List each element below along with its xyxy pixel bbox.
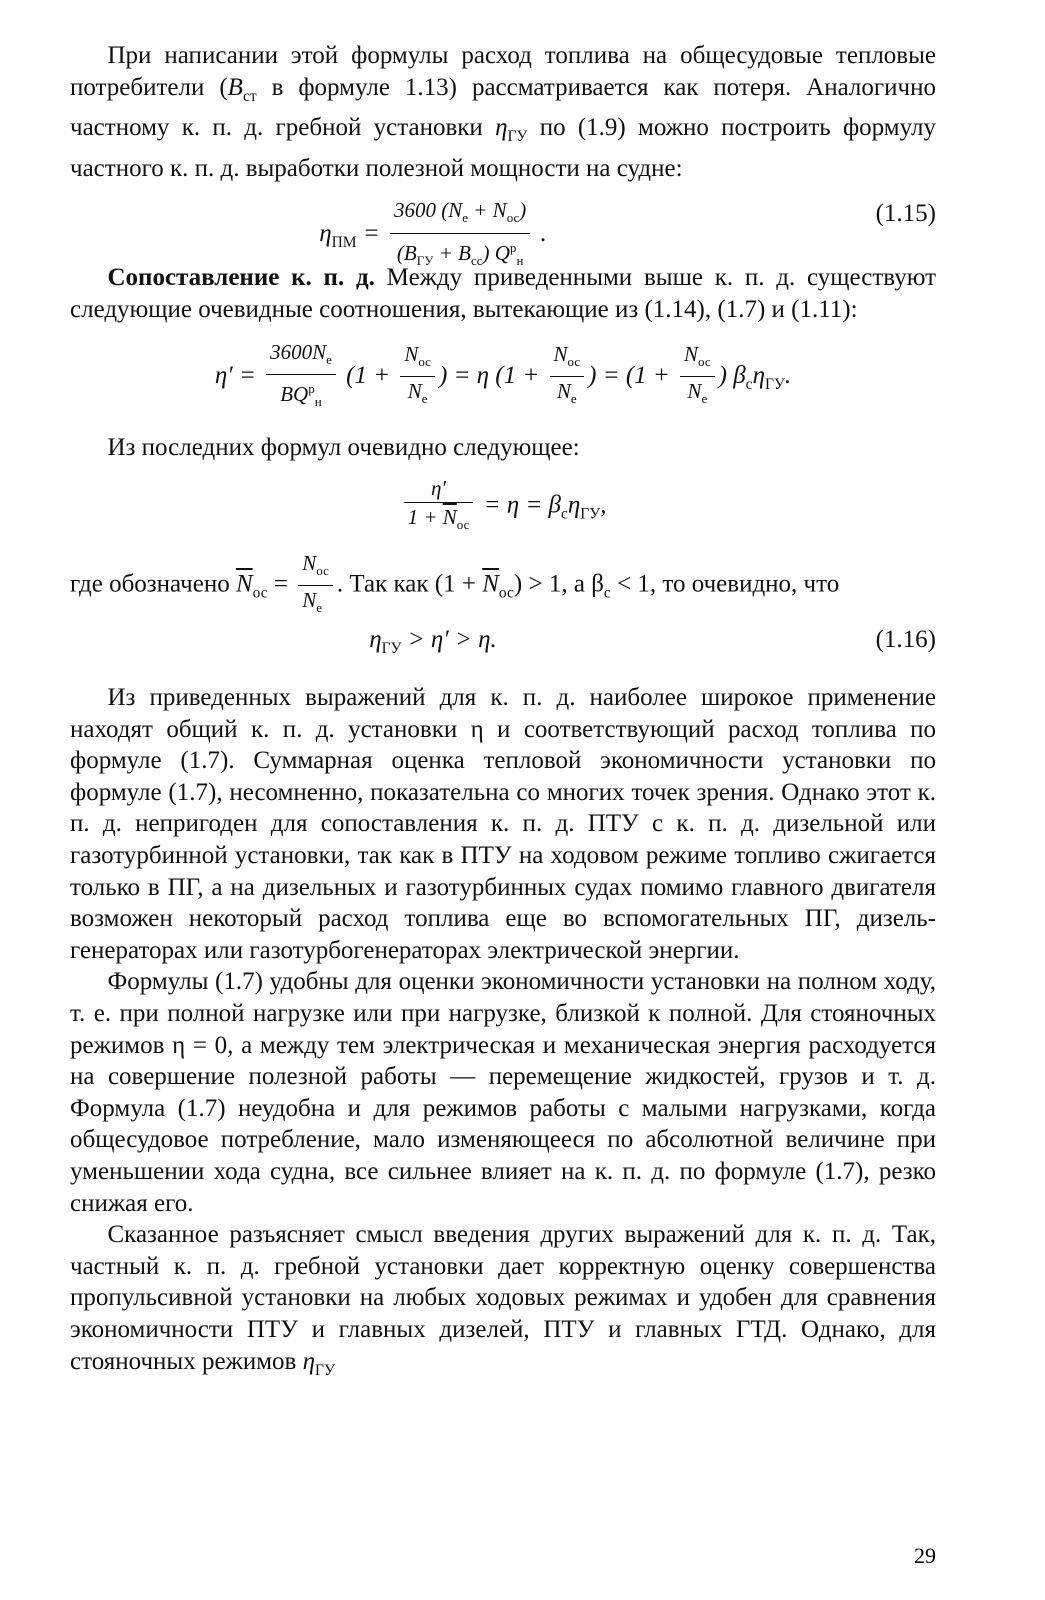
formula-1-16: $\eta_{ГУ} > \eta' > \eta$. (1.16) bbox=[369, 626, 936, 658]
paragraph-1 bbox=[70, 40, 936, 184]
subscript: ПМ bbox=[331, 234, 357, 252]
text-run: в формуле 1.13) рассматривается как потеря. Аналогично частному к. п. д. гребной установки bbox=[70, 73, 936, 142]
fraction: $\frac{3600N_e}{BQ^р_н}$ bbox=[266, 340, 336, 414]
equation-number: (1.16) bbox=[875, 626, 936, 654]
text-run: Между приведенными выше к. п. д. существуют следующие очевидные соотношения, вытекающие из (1.14), (1.7) и (1.11): bbox=[70, 264, 936, 323]
symbol-eta: η bbox=[495, 114, 508, 142]
formula-relations: η′ = $\frac{3600N_e}{BQ^р_н}$ (1 + $\frac{N_{ос}}{N_e}$ ) = η (1 + $\frac{N_{ос}}{N_e}$ ) = (1 + $\frac{N_{ос}}{N_e}$ ) $\beta_с\eta_{ГУ}$. bbox=[70, 340, 936, 414]
fraction: $\frac{N_{ос}}{N_e}$ bbox=[550, 342, 585, 411]
page-body bbox=[70, 40, 936, 1386]
page-number: 29 bbox=[914, 1543, 936, 1568]
text-run: При написании этой формулы расход топлива на общесудовые тепловые потребители ( bbox=[70, 42, 936, 101]
fraction: $\frac{N_{ос}}{N_e}$ bbox=[680, 342, 715, 411]
paragraph-7: Сказанное разъясняет смысл введения других выражений для к. п. д. Так, частный к. п. д. гребной установки дает корректную оценку совершенства пропульсивной установки на любых ходовых режимах и удобен для сравнения экономичности ПТУ и главных дизелей, ПТУ и главных ГТД. Однако, для стояночных режимов $\eta_{ГУ}$ bbox=[70, 1221, 936, 1379]
subscript: ГУ bbox=[507, 128, 528, 146]
fraction bbox=[390, 198, 530, 272]
formula-simple: $\frac{\eta'}{1 + \overline{N}_{ос}}$ = $\eta = \beta_с\eta_{ГУ}$, bbox=[70, 476, 936, 537]
subscript: ст bbox=[242, 87, 257, 105]
paragraph-6: Формулы (1.7) удобны для оценки экономичности установки на полном ходу, т. е. при полной нагрузке или при нагрузке, близкой к полной. Для стояночных режимов η = 0, а между тем электрическая и механическая энергия расходуется на совершение полезной работы — перемещение жидкостей, грузов и т. д. Формула (1.7) неудобна и для режимов работы с малыми нагрузками, когда общесудовое потребление, мало изменяющееся по абсолютной величине при уменьшении хода судна, все сильнее влияет на к. п. д. по формуле (1.7), резко снижая его. bbox=[70, 968, 936, 1217]
formula-1-15 bbox=[70, 184, 936, 268]
equation-number: (1.15) bbox=[875, 200, 936, 228]
numerator: 3600 $(N_e + N_{ос})$ bbox=[390, 198, 530, 233]
denominator: $(B_{ГУ} + B_{сс})$ $Q^р_н$ bbox=[396, 239, 524, 268]
paragraph-4: где обозначено $\overline{N}_{ос}$ = $\frac{N_{ос}}{N_e}$ . Так как $(1 + \overline{N}_{ос}) > 1$, а $\beta_с < 1$, то очевидно, что bbox=[70, 551, 936, 620]
equals-sign: = bbox=[356, 220, 386, 248]
fraction: $\frac{\eta'}{1 + \overline{N}_{ос}}$ bbox=[404, 476, 474, 537]
section-run-in-heading: Сопоставление к. п. д. bbox=[107, 264, 375, 292]
text-run: по (1.9) можно построить формулу частного к. п. д. выработки полезной мощности на судне: bbox=[70, 114, 936, 182]
formula-period: . bbox=[534, 220, 547, 248]
symbol-B: B bbox=[227, 73, 243, 101]
fraction: $\frac{N_{ос}}{N_e}$ bbox=[298, 551, 333, 620]
fraction: $\frac{N_{ос}}{N_e}$ bbox=[400, 342, 435, 411]
paragraph-5: Из приведенных выражений для к. п. д. наиболее широкое применение находят общий к. п. д. установки η и соответствующий расход топлива по формуле (1.7). Суммарная оценка тепловой экономичности установки по формуле (1.7), несомненно, показательна со многих точек зрения. Однако этот к. п. д. непригоден для сопоставления к. п. д. ПТУ с к. п. д. дизельной или газотурбинной установки, так как в ПТУ на ходовом режиме топливо сжигается только в ПГ, а на дизельных и газотурбинных судах помимо главного двигателя возможен некоторый расход топлива еще во вспомогательных ПГ, дизель-генераторах или газотурбогенераторах электрической энергии. bbox=[70, 684, 936, 964]
eta-symbol: η bbox=[319, 220, 332, 248]
paragraph-3: Из последних формул очевидно следующее: bbox=[107, 433, 580, 461]
